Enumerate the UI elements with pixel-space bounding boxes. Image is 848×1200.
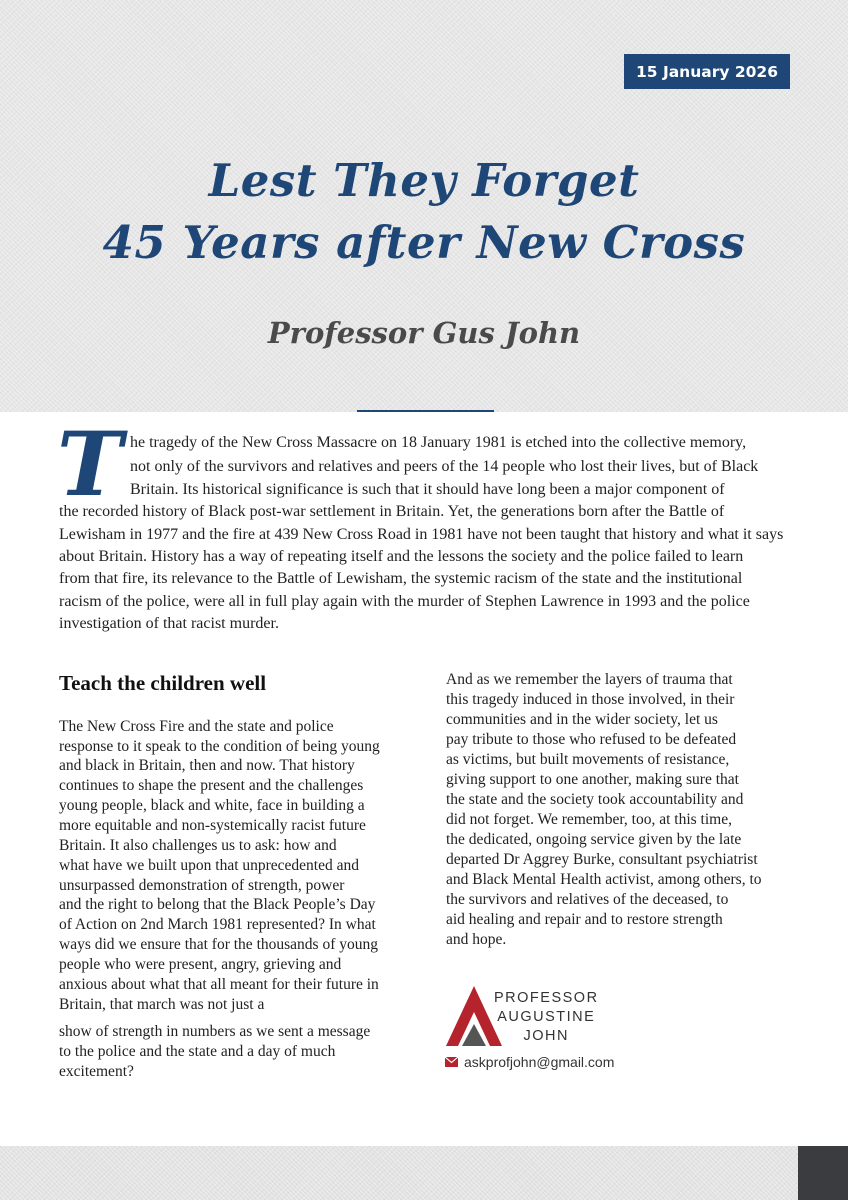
section-heading: Teach the children well [59,671,267,695]
intro-line: he tragedy of the New Cross Massacre on 18 January 1981 is etched into the collective memory, [130,434,747,451]
logo-line-1: PROFESSOR [494,990,599,1006]
right-column-line: aid healing and repair and to restore strength [446,911,723,928]
left-column-line: young people, black and white, face in building a [59,797,365,814]
left-column-line: The New Cross Fire and the state and police [59,718,334,735]
intro-line: racism of the police, were all in full play again with the murder of Stephen Lawrence in 1993 and the police [59,593,750,610]
intro-line: from that fire, its relevance to the Battle of Lewisham, the systemic racism of the state and the institutional [59,570,743,587]
envelope-icon [445,1057,458,1067]
brand-logo [444,984,624,1050]
left-column-line: what have we built upon that unprecedented and [59,857,359,874]
footer-band [0,1146,848,1200]
left-column-line: excitement? [59,1063,134,1080]
right-column-line: and hope. [446,931,507,948]
left-column-line: anxious about what that all meant for their future in [59,976,379,993]
date-badge: 15 January 2026 [624,54,790,89]
logo-line-2: AUGUSTINE [497,1009,596,1025]
left-column-line: ways did we ensure that for the thousands of young [59,936,378,953]
right-column-line: this tragedy induced in those involved, in their [446,691,735,708]
intro-line: investigation of that racist murder. [59,615,279,632]
right-column-line: and Black Mental Health activist, among others, to [446,871,762,888]
intro-line: the recorded history of Black post-war settlement in Britain. Yet, the generations born after the Battle of [59,503,725,520]
title-line-1: Lest They Forget [208,154,640,207]
right-column-line: the state and the society took accountability and [446,791,744,808]
left-column-line: continues to shape the present and the challenges [59,777,364,794]
left-column-line: to the police and the state and a day of much [59,1043,336,1060]
right-column-line: And as we remember the layers of trauma that [446,671,733,688]
intro-line: not only of the survivors and relatives and peers of the 14 people who lost their lives, but of Black [130,458,759,475]
intro-line: about Britain. History has a way of repeating itself and the lessons the society and the police failed to learn [59,548,744,565]
title-line-2: 45 Years after New Cross [102,216,746,269]
right-column-line: did not forget. We remember, too, at this time, [446,811,732,828]
right-column-line: pay tribute to those who refused to be defeated [446,731,737,748]
left-column-line: Britain. It also challenges us to ask: how and [59,837,337,854]
email-address[interactable]: askprofjohn@gmail.com [464,1054,615,1070]
logo-line-3: JOHN [523,1028,570,1044]
left-column-line: and black in Britain, then and now. That history [59,757,355,774]
left-column-line: response to it speak to the condition of being young [59,738,380,755]
left-column-line: more equitable and non-systemically racist future [59,817,366,834]
right-column-line: the survivors and relatives of the deceased, to [446,891,729,908]
left-column-line: show of strength in numbers as we sent a message [59,1023,371,1040]
intro-line: Lewisham in 1977 and the fire at 439 New Cross Road in 1981 have not been taught that history and what it says [59,526,784,543]
footer-corner-block [798,1146,848,1200]
right-column-line: giving support to one another, making sure that [446,771,739,788]
left-column-line: Britain, that march was not just a [59,996,265,1013]
left-column-line: unsurpassed demonstration of strength, power [59,877,345,894]
left-column-line: and the right to belong that the Black People’s Day [59,896,376,913]
left-column-line: people who were present, angry, grieving and [59,956,342,973]
intro-line: Britain. Its historical significance is such that it should have long been a major component of [130,481,725,498]
contact-email[interactable] [445,1054,614,1070]
right-column-line: the dedicated, ongoing service given by the late [446,831,742,848]
right-column-line: departed Dr Aggrey Burke, consultant psychiatrist [446,851,758,868]
header-divider [357,410,494,412]
author-name: Professor Gus John [267,316,581,350]
logo-text [494,989,599,1046]
right-column-line: communities and in the wider society, let us [446,711,718,728]
drop-cap: T [57,412,123,516]
page-title [0,150,848,274]
left-column-line: of Action on 2nd March 1981 represented? In what [59,916,376,933]
right-column-line: as victims, but built movements of resistance, [446,751,730,768]
